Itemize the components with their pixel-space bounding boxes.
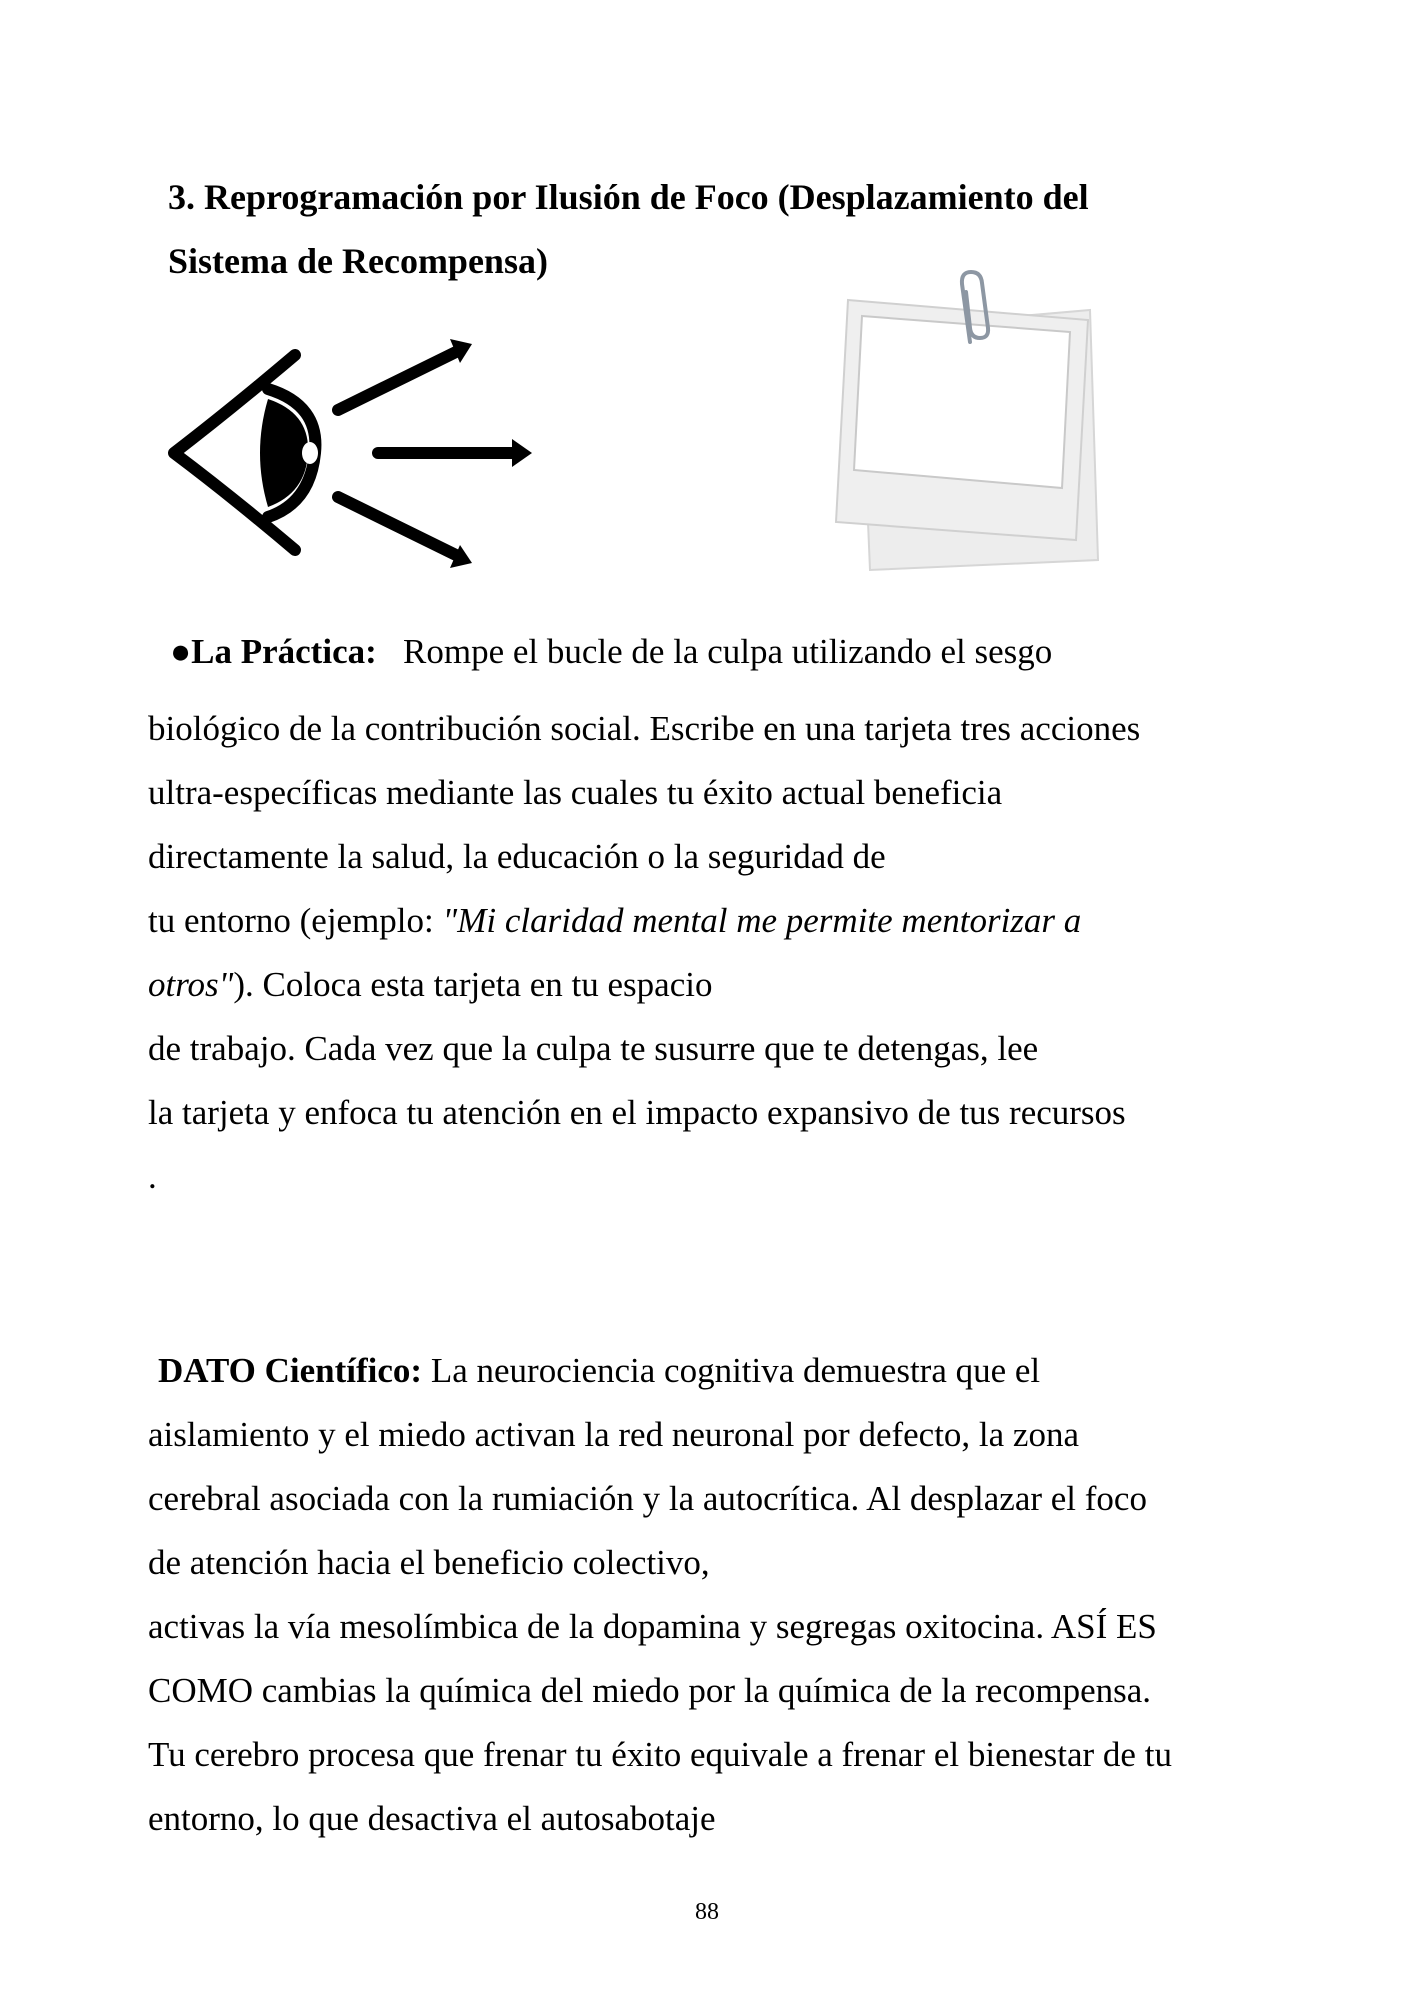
science-line-6: COMO cambias la química del miedo por la química de la recompensa. xyxy=(148,1671,1152,1710)
science-line-3: cerebral asociada con la rumiación y la autocrítica. Al desplazar el foco xyxy=(148,1479,1147,1518)
practice-line-9: . xyxy=(148,1157,157,1196)
science-line-7: Tu cerebro procesa que frenar tu éxito equivale a frenar el bienestar de tu xyxy=(148,1735,1172,1774)
science-line-2: aislamiento y el miedo activan la red neuronal por defecto, la zona xyxy=(148,1415,1080,1454)
example-quote: "Mi claridad mental me permite mentorizar a xyxy=(442,901,1082,940)
heading-line-1: 3. Reprogramación por Ilusión de Foco (Desplazamiento del xyxy=(168,177,1089,217)
science-line-8: entorno, lo que desactiva el autosabotaje xyxy=(148,1799,716,1838)
polaroid-paperclip-icon xyxy=(830,270,1130,580)
science-line-5: activas la vía mesolímbica de la dopamina y segregas oxitocina. ASÍ ES xyxy=(148,1607,1157,1646)
bullet: ● xyxy=(170,632,192,671)
science-line-1: DATO Científico: La neurociencia cognitiva demuestra que el xyxy=(158,1351,1041,1390)
practice-line-8: la tarjeta y enfoca tu atención en el impacto expansivo de tus recursos xyxy=(148,1093,1126,1132)
heading-line-2: Sistema de Recompensa) xyxy=(168,241,548,281)
practice-label: La Práctica: xyxy=(191,632,377,671)
practice-line-4: directamente la salud, la educación o la seguridad de xyxy=(148,837,886,876)
practice-line-2: biológico de la contribución social. Escribe en una tarjeta tres acciones xyxy=(148,709,1141,748)
practice-line-7: de trabajo. Cada vez que la culpa te susurre que te detengas, lee xyxy=(148,1029,1039,1068)
science-line-4: de atención hacia el beneficio colectivo, xyxy=(148,1543,710,1582)
practice-line-3: ultra-específicas mediante las cuales tu éxito actual beneficia xyxy=(148,773,1003,812)
science-label: DATO Científico: xyxy=(158,1351,423,1390)
practice-line-5: tu entorno (ejemplo: "Mi claridad mental me permite mentorizar a xyxy=(148,901,1082,940)
eye-with-arrows-icon xyxy=(160,325,540,585)
page-number: 88 xyxy=(695,1899,719,1925)
practice-line-1: ●La Práctica: Rompe el bucle de la culpa utilizando el sesgo xyxy=(170,632,1053,671)
practice-line-6: otros"). Coloca esta tarjeta en tu espacio xyxy=(148,965,713,1004)
